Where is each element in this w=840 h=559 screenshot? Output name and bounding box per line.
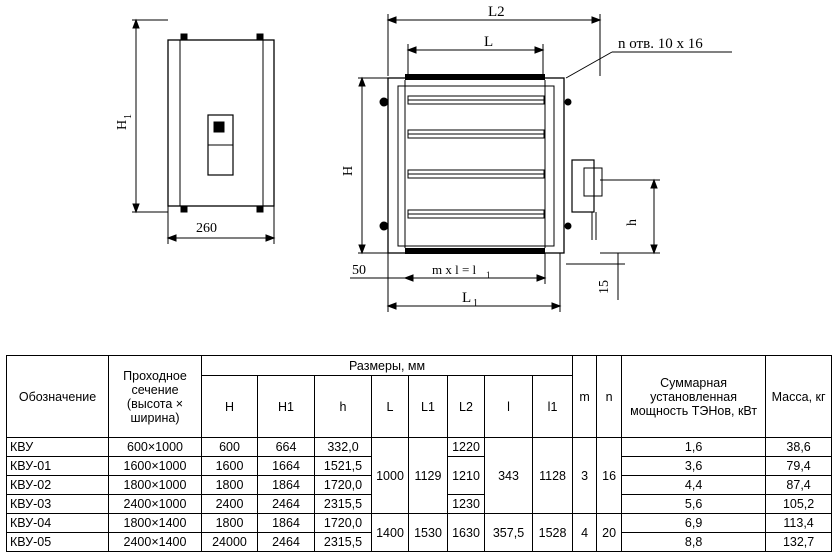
cell-H1: 2464 — [258, 495, 315, 514]
cell-H: 24000 — [202, 533, 258, 552]
bottom-offset-label: 15 — [597, 280, 612, 294]
cell-H: 600 — [202, 438, 258, 457]
header-mass: Масса, кг — [766, 356, 832, 438]
cell-H: 1600 — [202, 457, 258, 476]
cell-L2: 1220 — [448, 438, 485, 457]
header-section: Проходное сечение (высота × ширина) — [109, 356, 202, 438]
cell-power: 3,6 — [622, 457, 766, 476]
cell-H1: 1664 — [258, 457, 315, 476]
cell-designation: КВУ-03 — [7, 495, 109, 514]
table-row — [7, 438, 832, 457]
cell-H1: 1864 — [258, 476, 315, 495]
side-height-sub: 1 — [123, 114, 134, 119]
header-power: Суммарная установленная мощность ТЭНов, кВт — [622, 356, 766, 438]
cell-section: 1800×1000 — [109, 476, 202, 495]
specs-table — [6, 355, 832, 552]
cell-l1-group1: 1128 — [533, 438, 573, 514]
cell-H1: 1864 — [258, 514, 315, 533]
cell-h: 1521,5 — [315, 457, 372, 476]
header-dim-H: H — [202, 376, 258, 438]
cell-designation: КВУ — [7, 438, 109, 457]
side-width-label: 260 — [196, 221, 217, 236]
cell-section: 2400×1400 — [109, 533, 202, 552]
header-dim-l: l — [485, 376, 533, 438]
cell-mass: 87,4 — [766, 476, 832, 495]
header-dimensions: Размеры, мм — [202, 356, 573, 376]
cell-designation: КВУ-01 — [7, 457, 109, 476]
cell-mass: 105,2 — [766, 495, 832, 514]
l2-label: L2 — [488, 4, 505, 20]
cell-m-group1: 3 — [573, 438, 597, 514]
table-row — [7, 514, 832, 533]
cell-L1-group2: 1530 — [409, 514, 448, 552]
pitch-sub: 1 — [486, 270, 491, 280]
cell-power: 4,4 — [622, 476, 766, 495]
header-dim-L1: L1 — [409, 376, 448, 438]
cell-H: 1800 — [202, 476, 258, 495]
l-label: L — [484, 34, 494, 50]
cell-h: 332,0 — [315, 438, 372, 457]
holes-label: n отв. 10 x 16 — [618, 36, 703, 52]
cell-power: 1,6 — [622, 438, 766, 457]
cell-n-group2: 20 — [597, 514, 622, 552]
cell-H1: 2464 — [258, 533, 315, 552]
cell-power: 5,6 — [622, 495, 766, 514]
cell-power: 8,8 — [622, 533, 766, 552]
cell-L2: 1210 — [448, 457, 485, 495]
cell-L-group2: 1400 — [372, 514, 409, 552]
cell-l-group1: 343 — [485, 438, 533, 514]
side-height-label: H — [115, 119, 130, 130]
cell-designation: КВУ-04 — [7, 514, 109, 533]
cell-h: 1720,0 — [315, 514, 372, 533]
cell-l1-group2: 1528 — [533, 514, 573, 552]
cell-section: 1800×1400 — [109, 514, 202, 533]
cell-designation: КВУ-05 — [7, 533, 109, 552]
header-dim-l1: l1 — [533, 376, 573, 438]
cell-H1: 664 — [258, 438, 315, 457]
cell-power: 6,9 — [622, 514, 766, 533]
l1-sub: 1 — [473, 298, 478, 309]
cell-H: 1800 — [202, 514, 258, 533]
cell-section: 600×1000 — [109, 438, 202, 457]
cell-h: 1720,0 — [315, 476, 372, 495]
cell-L-group1: 1000 — [372, 438, 409, 514]
cell-n-group1: 16 — [597, 438, 622, 514]
front-view — [350, 14, 732, 312]
cell-L1-group1: 1129 — [409, 438, 448, 514]
cell-section: 2400×1000 — [109, 495, 202, 514]
pitch-label: m x l = l — [432, 262, 477, 277]
cell-H: 2400 — [202, 495, 258, 514]
cell-mass: 38,6 — [766, 438, 832, 457]
header-dim-H1: H1 — [258, 376, 315, 438]
side-view — [132, 20, 274, 244]
header-m: m — [573, 356, 597, 438]
cell-mass: 79,4 — [766, 457, 832, 476]
l1-label: L — [462, 290, 472, 306]
cell-m-group2: 4 — [573, 514, 597, 552]
h-small-label: h — [625, 219, 640, 226]
cell-mass: 132,7 — [766, 533, 832, 552]
header-dim-h: h — [315, 376, 372, 438]
cell-designation: КВУ-02 — [7, 476, 109, 495]
damper-blades — [408, 96, 544, 218]
cell-section: 1600×1000 — [109, 457, 202, 476]
cell-L2-group2: 1630 — [448, 514, 485, 552]
header-n: n — [597, 356, 622, 438]
cell-h: 2315,5 — [315, 533, 372, 552]
cell-l-group2: 357,5 — [485, 514, 533, 552]
cell-mass: 113,4 — [766, 514, 832, 533]
header-dim-L2: L2 — [448, 376, 485, 438]
header-designation: Обозначение — [7, 356, 109, 438]
h-label: H — [341, 165, 356, 176]
offset-label: 50 — [352, 263, 366, 278]
header-dim-L: L — [372, 376, 409, 438]
cell-h: 2315,5 — [315, 495, 372, 514]
cell-L2: 1230 — [448, 495, 485, 514]
